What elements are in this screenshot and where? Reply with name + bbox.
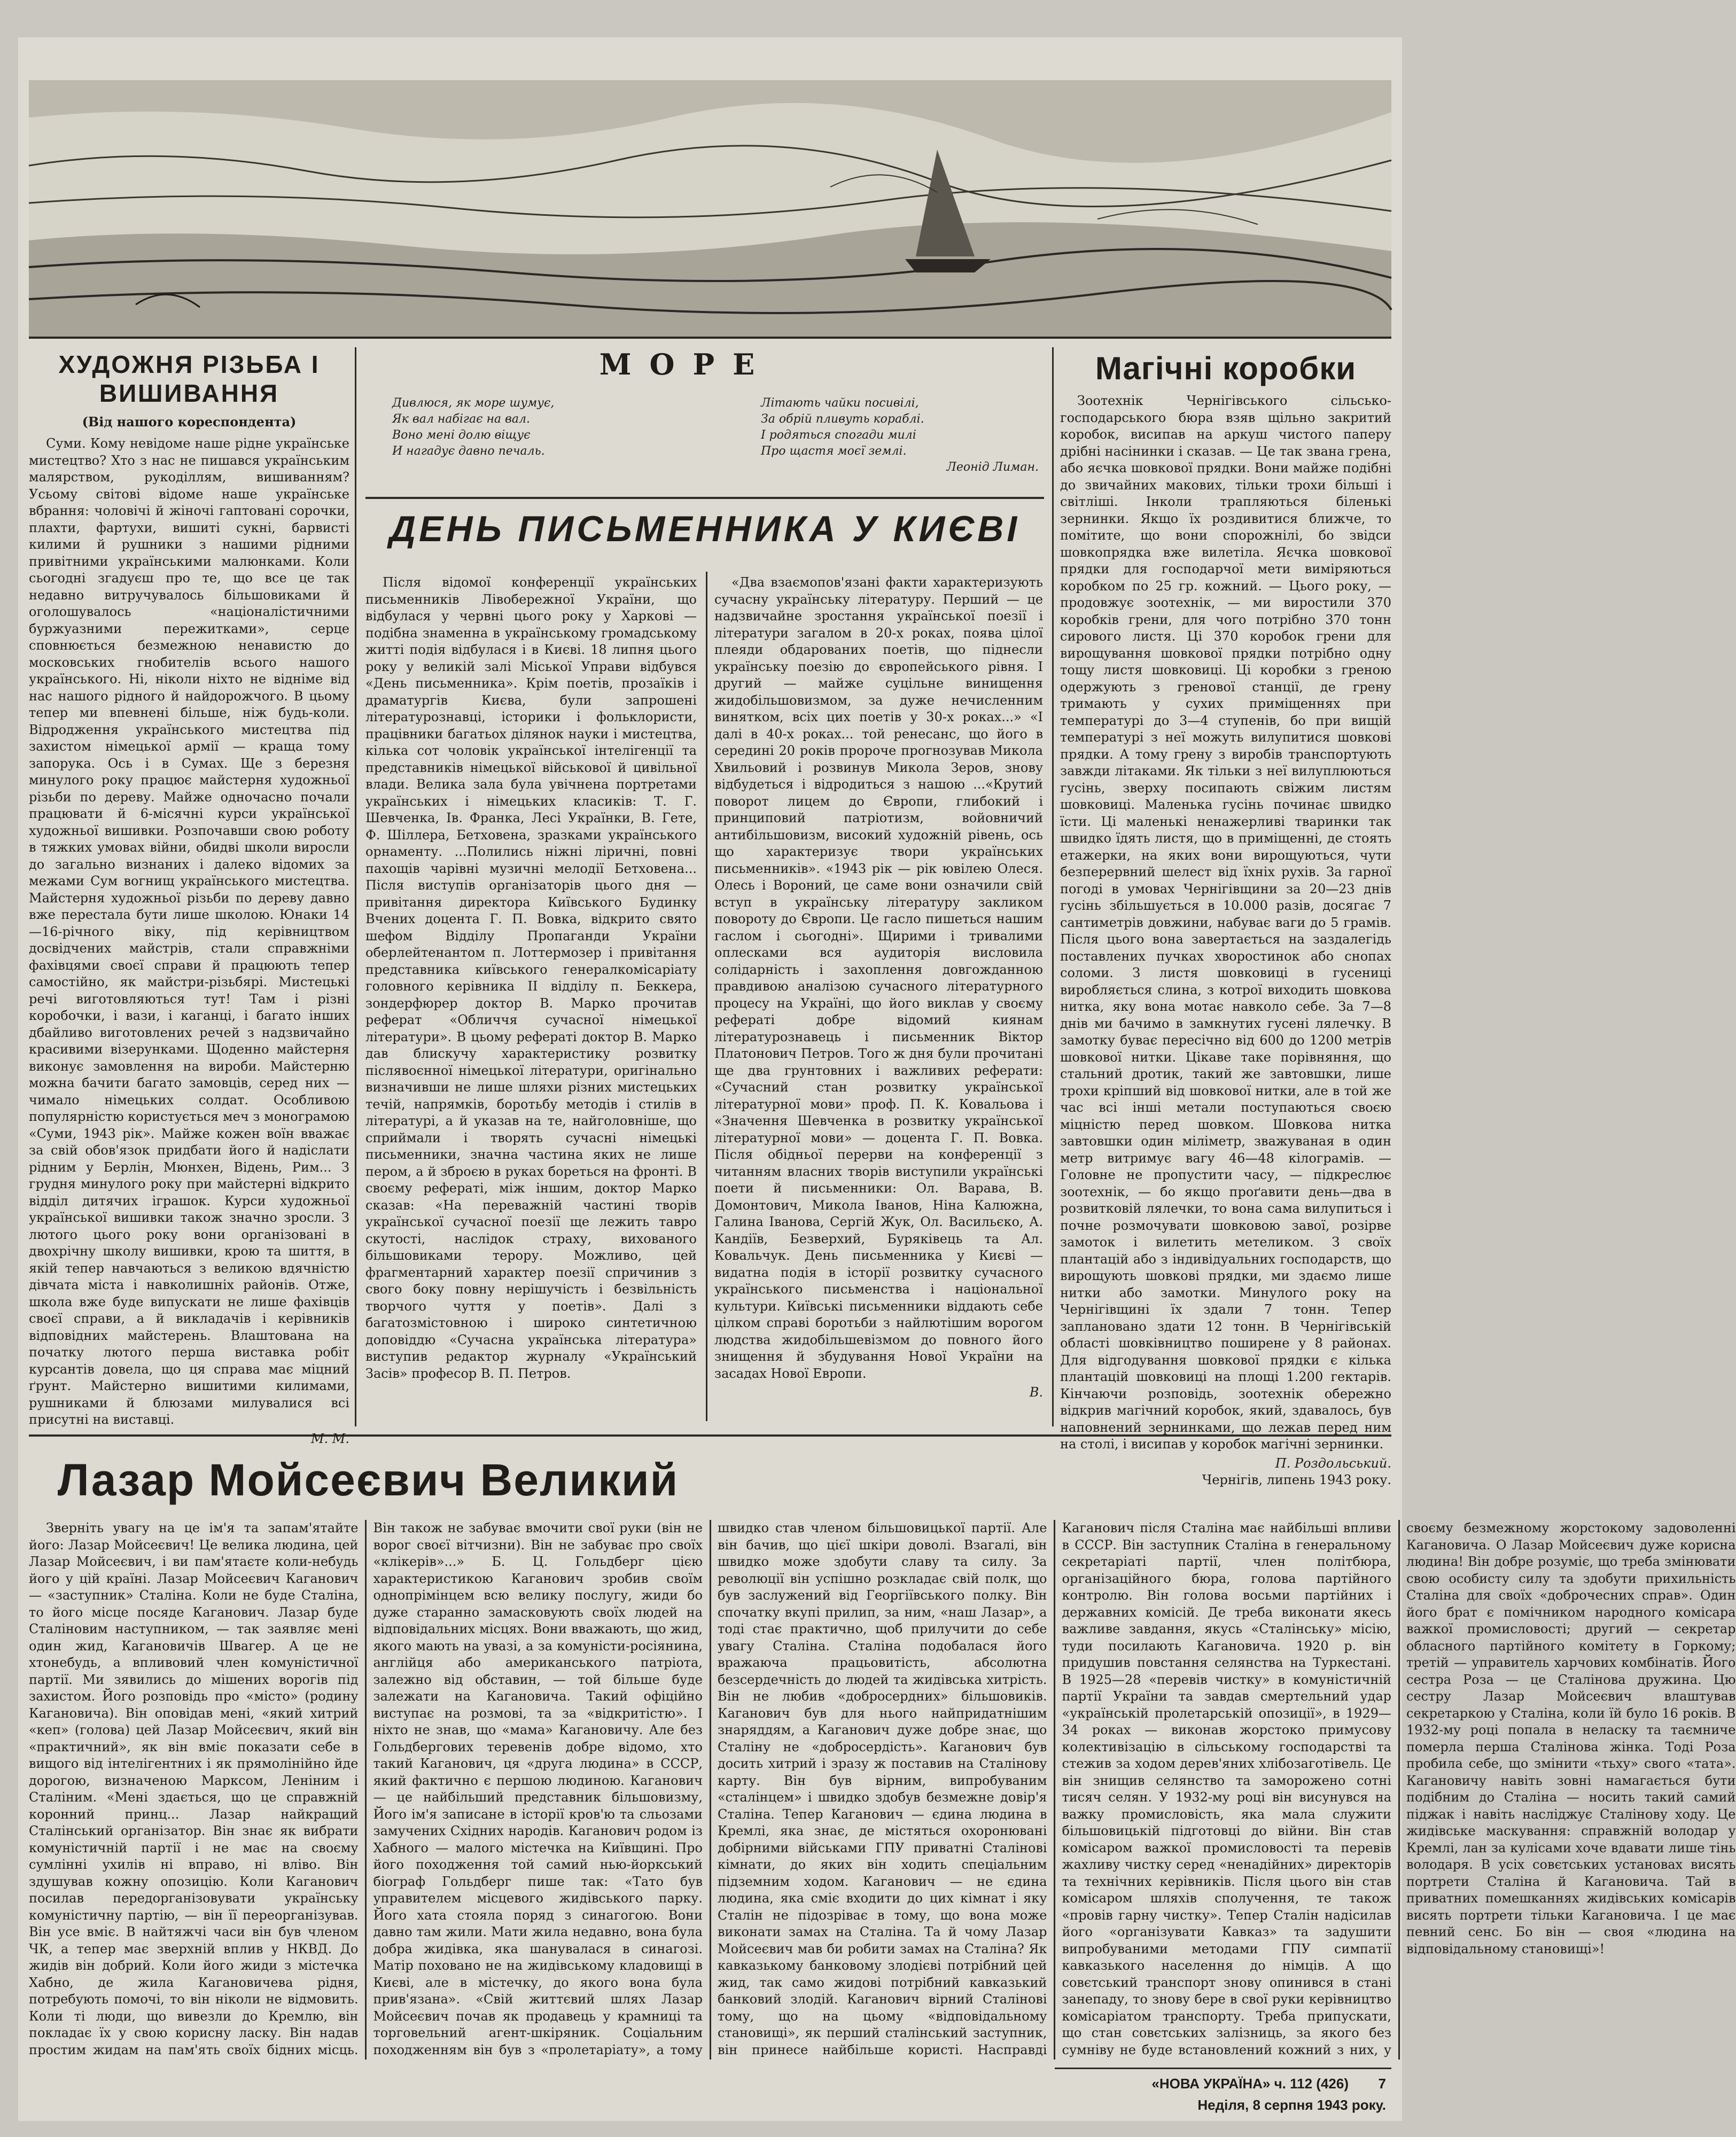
boxes-sign: П. Роздольський. <box>1275 1455 1391 1471</box>
lazar-text: Зверніть увагу на це ім'я та запам'ятайте його: Лазар Мойсеєвич! Це велика людина, цей Лазар Мойсеєвич, і ви пам'ятаєте коли-небудь його у цій країні. Лазар Мойсеєвич Каганович — «заступник» Сталіна. Коли не буде Сталіна, то його місце посяде Каганович. Лазар буде Сталіновим наступником, — так заявляє мені один жид, Кагановичів Швагер. А це не хтонебудь, а впливовий член комуністичної партії. Ми зявились до мішених ворогів під захистом. Його розповідь про «місто» (родину Кагановича). Він оповідав мені, «який хитрий «кеп» (голова) цей Лазар Мойсеєвич, який він «практичний», як він вміє показати себе в вищого від інтелігентних і як прямолінійно йде дорогою, визначеною Марксом, Леніним і Сталіним. «Мені здається, що це справжній коронний принц... Лазар найкращий Сталінський організатор. Він знає як вибрати комуністичній партії і не має на своєму сумлінні ухилів ні вправо, ні вліво. Він здушував кожну опозицію. Коли Каганович посилав передорганізовувати українську комуністичну партію, — він її переорганізував. Він усе вміє. В найтяжчі часи він був членом ЧК, а тепер має зверхній вплив у НКВД. До жидів він добрий. Коли його жиди з містечка Хабно, де жила Кагановичева рідня, потребують помочі, то він ніколи не відмовить. Коли ті люди, що вивезли до Кремлю, він покладає їх у свою корисну ласку. Він надав простим жидам на пам'ять своїх бідних місць. Він також не забуває вмочити свої руки (він не ворог своєї вітчизни). Він не забуває про своїх «клікерів»...» Б. Ц. Гольдберг цією характеристикою Каганович зробив своїм однопрімінцем всю велику послугу, жиди бо дуже старанно замасковують своїх людей на відповідальних місцях. Вони вважають, що жид, якого мають на увазі, а за комуністи-росіянина, англійця або американського патріота, залежно від обставин, — той більше буде залежати на Кагановича. Такий офіційно виступає на розмові, та за «відкритістю». І ніхто не знав, що «мама» Кагановичу. Але без Гольдбергових теревенів добре відомо, хто такий Каганович, ця «друга людина» в СССР, який фактично є першою людиною. Каганович — це найбільший представник більшовизму, Його ім'я записане в історії кров'ю та сльозами замучених Східних народів. Каганович родом із Хабного — малого містечка на Київщині. Про його походження той самий нью-йоркський біограф Гольдберг пише так: «Тато був управителем місцевого жидівського парку. Його хата стояла поряд з синагогою. Вони давно там жили. Мати жила недавно, вона була добра жидівка, яка шанувалася в синагозі. Матір поховано не на жидівському кладовищі в Києві, але в містечку, до якого вона була прив'язана». «Свій життєвий шлях Лазар Мойсеєвич почав як продавець у крамниці та торговельний агент-шкіряник. Соціальним походженням він був з «пролетаріату», а тому швидко став членом більшовицької партії. Але він бачив, що цієї шкіри доволі. Взагалі, він швидко може здобути славу та силу. За революції він успішно розкладає свій полк, що був заслужений від Георгіївського полку. Він спочатку вкупі прилип, за ним, «наш Лазар», а тоді стає практично, щоб прилучити до себе увагу Сталіна. Сталіна подобалася його вражаюча працьовитість, абсолютна безсердечність до людей та жидівська хитрість. Він не любив «добросердних» більшовиків. Каганович був для нього найпридатнішим знаряддям, а Каганович дуже добре знає, що Сталіну не «добросердість». Каганович був досить хитрий і зразу ж поставив на Сталінову карту. Він був вірним, випробуваним «сталінцем» і швидко здобув безмежне довір'я Сталіна. Тепер Каганович — єдина людина в Кремлі, яка знає, де містяться охоронювані добірними військами ГПУ приватні Сталінові кімнати, до яких він ходить спеціальним підземним ходом. Каганович — не єдина людина, яка сміє входити до цих кімнат і яку Сталін не підозріває в тому, що вона може виконати замах на Сталіна. Та й чому Лазар Мойсеєвич мав би робити замах на Сталіна? Як кавказькому банковому злодієві потрібний цей жид, так само жидові потрібний кавказький банковий злодій. Каганович вірний Сталінові тому, що на цьому «відповідальному становищі», як перший сталінський заступник, він принесе найбільше користі. Насправді Каганович після Сталіна має найбільші впливи в СССР. Він заступник Сталіна в генеральному секретаріаті партії, член політбюра, організаційного бюра, голова партійного контролю. Він голова восьми партійних і державних комісій. Де треба виконати якесь важливе завдання, якусь «Сталінську» місію, туди посилають Кагановича. 1920 р. він придушив повстання селянства на Туркестані. В 1925—28 «перевів чистку» в комуністичній партії України та завдав смертельний удар «українській пролетарській опозиції», в 1929—34 роках — виконав жорстоко примусову колективізацію в сільському господарстві та стежив за ходом дерев'яних хлібозаготівель. Це він знищив селянство та заморожено сотні тисяч селян. У 1932-му році він висунувся на важку промисловість, яка мала служити більшовицькій підготовці до війни. Він став комісаром важкої промисловості та перевів жахливу чистку серед «ненадійних» директорів та технічних керівників. Після цього він став комісаром шляхів сполучення, те також «провів гарну чистку». Тепер Сталін надісилав його «організувати Кавказ» та задушити випробуваними методами ГПУ симпатії кавказького населення до німців. А що совєтський транспорт знову опинився в стані занепаду, то знову бере в свої руки керівництво комісаріатом транспорту. Треба припускати, що стан совєтських залізниць, за якого без сумніву не буде встановлений кожний з них, у своєму безмежному жорстокому задоволенні Кагановича. О Лазар Мойсеєвич дуже корисна людина! Він добре розуміє, що треба змінювати свою особисту силу та здобути прихильність Сталіна для своїх «доброчесних справ». Один його брат є помічником народного комісара важкої промисловості; другий — секретар обласного партійного комітету в Горкому; третій — управитель харчових комбінатів. Його сестра Роза — це Сталінова дружина. Цю сестру Лазар Мойсеєвич влаштував секретаркою у Сталіна, коли їй було 16 років. В 1932-му році попала в неласку та таємниче померла перша Сталінова жінка. Тоді Роза пробила себе, що змінити «тьху» свого «тата». Кагановичу навіть зовні намагається бути подібним до Сталіна — носить такий самий піджак і навіть насліджує Сталінову ходу. Це жидівське маскування: справжній володар у Кремлі, лан за кулісами хоче вдавати лише тінь володаря. В усіх совєтських установах висять портрети Сталіна й Кагановича. Тай в приватних помешканнях жидівських комісарів висять портрети тільки Кагановича. І це має певний сенс. Бо він — своя «людина на відповідальному становищі»! <box>29 1520 1736 2057</box>
boxes-title: Магічні коробки <box>1095 350 1357 386</box>
writer-day-title: ДЕНЬ ПИСЬМЕННИКА У КИЄВІ <box>389 509 1021 549</box>
writer-day-sign: В. <box>1029 1385 1043 1400</box>
art-article-body <box>29 435 349 1446</box>
art-article-byline: (Від нашого кореспондента) <box>82 414 297 430</box>
art-article-sign: М. М. <box>310 1431 349 1446</box>
poem-line: Як вал набігає на вал. <box>392 412 530 426</box>
poem-line: Воно мені долю віщує <box>392 428 531 442</box>
column-rule <box>1052 347 1054 1426</box>
poem-author: Леонід Лиман. <box>946 461 1039 474</box>
section-rule <box>365 497 1044 499</box>
boxes-text: Зоотехнік Чернігівського сільсько-господарського бюра взяв щільно закритий коробок, висипав на аркуш чистого паперу дрібні насінинки і сказав. — Це так звана грена, або яєчка шовкової прядки. Вони майже подібні до звичайних макових, тільки трохи більші і світліші. Інколи трапляються біленькі зернинки. Якщо їх роздивитися ближче, то помітите, що вони спорожнілі, бо звідси шовкопрядка вже вилетіла. Яєчка шовкової прядки для господарчої мети виміряються коробком по 25 гр. кожний. — Цього року, — продовжує зоотехнік, — ми виростили 370 коробків грени, для чого потрібно 370 тонн сирового листя. Ці 370 коробок грени для вирощування шовкової прядки потрібно одну тощу листя шовковиці. Ці коробки з греною одержують з гренової станції, де грену тримають у сухих приміщеннях при температурі до 3—4 ступенів, бо при вищій температурі з неї можуть вилупитися шовкові прядки. А тому грену з виробів транспортують завжди літаками. Як тільки з неї вилуплюються гусінь, зверху посипають свіжим листям шовковиці. Маленька гусінь починає швидко їсти. Ці маленькі ненажерливі тваринки так швидко їдять листя, що в приміщенні, де стоять етажерки, на яких вони вирощуються, чути безперервний шелест від їхніх рухів. За гарної погоді в умовах Чернігівщини за 20—23 днів гусінь збільшується в 10.000 разів, досягає 7 сантиметрів довжини, набуває ваги до 5 грамів. Після цього вона завертається на заздалегідь поставлених пучках хворостинок або снопах соломи. З листя шовковиці в гусениці виробляється слина, з котрої виходить шовкова нитка, яку вона мотає навколо себе. За 7—8 днів ми бачимо в замкнутих гусені лялечку. В замотку буває пересічно від 600 до 1200 метрів шовкової нитки. Цікаве таке порівняння, що стальний дротик, такий же завтовшки, лише трохи кріпший від шовкової нитки, але в той же час всі інші метали поступаються своєю міцністю перед шовком. Шовкова нитка завтовшки один міліметр, зважуваная в один метр витримує вагу 46—48 кілограмів. — Головне не пропустити часу, — підкреслює зоотехнік, — бо якщо проґавити день—два в розвитковій лялечки, то вона сама вилупиться і почне розмочувати шовковою завої, розірве замоток і вилетить метеликом. З своїх плантацій або з індивідуальних господарств, що вирощують шовкові прядки, ми здаємо лише нитки або замотки. Минулого року на Чернігівщині їх здали 7 тонн. Тепер заплановано здати 12 тонн. В Чернігівській області шовківництво поширене у 8 районах. Для відгодування шовкової прядки є кілька плантацій шовковиці на площі 1.200 гектарів. Кінчаючи розповідь, зоотехнік обережно відкрив магічний коробок, який, здавалось, був наповнений зернинками, що лежав перед ним на столі, і висипав у коробок магічні зернинки. <box>1060 393 1391 1452</box>
writer-day-text: «Два взаємопов'язані факти характеризують сучасну українську літературу. Перший — це надзвичайне зростання української поезії і літератури загалом в 20-х роках, поява цілої плеяди обдарованих поетів, що піднесли українську поезію до європейського рівня. І другий — майже суцільне винищення жидобільшовизмом, за дуже нечисленним винятком, всіх цих поетів у 30-х роках...» «І далі в 40-х роках... той ренесанс, що його в середині 20 років пророче прогнозував Микола Хвильовий і розвинув Микола Зеров, знову відбудеться і відродиться з нашою ...«Крутий поворот лицем до Європи, глибокий і принциповий патріотизм, войовничий антибільшовизм, високий художній рівень, ось що характеризує твори українських письменників». «1943 рік — рік ювілею Олеся. Олесь і Вороний, це саме вони означили свій вступ в українську літературу закликом повороту до Європи. Це гасло пишеться нашим гаслом і сьогодні». Щирими і тривалими оплесками вся аудиторія висловила солідарність і захоплення довгожданною правдивою аналізою сучасного літературного процесу на Україні, що його виклав у своєму рефераті добре відомий киянам літературознавець і письменник Віктор Платонович Петров. Того ж дня були прочитані ще два грунтовних і важливих реферати: «Сучасний стан розвитку української літературної мови» проф. П. К. Ковальова і «Значення Шевченка в розвитку української літературної мови» — доцента Г. П. Вовка. Після обідньої перерви на конференції з читанням власних творів виступили українські поети й письменники: Ол. Варава, В. Домонтович, Микола Іванов, Ніна Калюжна, Галина Іванова, Сергій Жук, Ол. Васильєко, А. Кандіїв, Безверхий, Буряківець та Ал. Ковальчук. День письменника у Києві — видатна подія в історії розвитку сучасного українського письменства і національної культури. Київські письменники віддають себе цілком справі боротьби з найлютішим ворогом людства жидобільшевізмом до повного його знищення й збудування Нової України на засадах Нової Европи. <box>714 575 1043 1381</box>
poem-line: Дивлюся, як море шумує, <box>392 396 555 410</box>
art-article-title: ХУДОЖНЯ РІЗЬБА І ВИШИВАННЯ <box>58 350 320 407</box>
art-article-text: Суми. Кому невідоме наше рідне українське мистецтво? Хто з нас не пишався українським малярством, рукоділлям, вишиванням? Усьому світові відоме наше українське вбрання: чоловічі й жіночі гаптовані сорочки, плахти, фартухи, вишиті сукні, барвисті килими й рушники з нашими рідними привітними українськими малюнками. Коли сьогодні згадуєш про те, що все це так недавно витручувалось більшовиками й оголошувалось «націоналістичними буржуазними пережитками», серце сповнюється безмежною ненавистю до московських гнобителів всього нашого українського. Ні, ніколи ніхто не відніме від нас нашого рідного й найдорожчого. В цьому тепер ми впевнені більше, ніж будь-коли. Відродження українського мистецтва під захистом німецької армії — краща тому запорука. Ось і в Сумах. Ще з березня минулого року працює майстерня художньої різьби по дереву. Майже одночасно почали працювати й 6-місячні курси української художньої вишивки. Розпочавши свою роботу в тяжких умовах війни, обидві школи виросли до загально визнаних і далеко відомих за межами Сум вогнищ українського мистецтва. Майстерня художньої різьби по дереву давно вже перестала бути лише школою. Юнаки 14—16-річного віку, під керівництвом досвідчених майстрів, стали справжніми фахівцями своєї справи й працюють тепер самостійно, як майстри-різьбярі. Мистецькі речі виготовляються тут! Там і різні коробочки, і вази, і каганці, і багато інших дбайливо виготовлених речей з надзвичайно красивими візерунками. Щоденно майстерня виконує замовлення на вироби. Майстерню можна бачити багато замовців, серед них — чимало німецьких солдат. Особливою популярністю користується меч з монограмою «Суми, 1943 рік». Майже кожен воїн вважає за свій обов'язок придбати його й надіслати рідним у Берлін, Мюнхен, Відень, Рим... З грудня минулого року при майстерні відкрито відділ дитячих іграшок. Курси художньої української вишивки також значно зросли. З лютого цього року вони організовані в двохрічну школу вишивки, крою та шиття, в якій тепер навчаються з великою вдячністю дівчата міста і навколишніх районів. Отже, школа вже буде випускати не лише фахівців своєї справи, а й викладачів і керівників відповідних майстерень. Влаштована на початку лютого перша виставка робіт курсантів довела, що ця справа має міцний ґрунт. Майстерно вишитими килимами, рушниками й блюзами милувалися всі присутні на виставці. <box>29 436 349 1427</box>
footer-paper: «НОВА УКРАЇНА» ч. 112 (426) <box>1151 2076 1349 2092</box>
poem-line: И нагадує давно печаль. <box>392 444 545 458</box>
footer-date: Неділя, 8 серпня 1943 року. <box>1197 2097 1386 2113</box>
poem-right <box>761 395 1039 475</box>
poem-title: МОРЕ <box>599 347 773 381</box>
boxes-body <box>1060 393 1391 1487</box>
newspaper-page <box>18 37 1736 2121</box>
poem-line: Про щастя моєї землі. <box>761 444 907 458</box>
writer-day-text: Після відомої конференції українських письменників Лівобережної України, що відбулася у червні цього року у Харкові — подібна знаменна в українському громадському житті подія відбулася і в Києві. 18 липня цього року у великій залі Міської Управи відбувся «День письменника». Крім поетів, прозаїків і драматургів Києва, були запрошені літературознавці, історики і фольклористи, працівники багатьох ділянок науки і мистецтва, кілька сот чоловік української інтелігенції та представників німецької військової й цивільної влади. Велика зала була увічнена портретами українських і німецьких класиків: Т. Г. Шевченка, Ів. Франка, Лесі Українки, В. Гете, Ф. Шіллера, Бетховена, зразками українського орнаменту. ...Полились ніжні ліричні, повні пахощів чарівні музичні мелодії Бетховена... Після виступів організаторів цього дня — привітання директора Київського Будинку Вчених доцента Г. П. Вовка, відкрито свято шефом Відділу Пропаганди України оберлейтенантом п. Лоттермозер і привітання представника київського генералкомісаріату головного керівника II відділу п. Беккера, зондерфюрер доктор В. Марко прочитав реферат «Обличчя сучасної німецької літератури». В цьому рефераті доктор В. Марко дав блискучу характеристику розвитку післявоєнної німецької літератури, оригінально визначивши не лише шляхи різних мистецьких течій, напрямків, боротьбу методів і стилів в літературі, а й указав на те, найголовніше, що сприймали і творять сучасні німецькі письменники, значна частина яких не лише пером, а й зброєю в руках бореться на фронті. В своєму рефераті, між іншим, доктор Марко сказав: «На переважній частині творів української сучасної поезії ще лежить тавро скутості, наслідок страху, вихованого більшовиками терору. Можливо, цей фрагментарний характер поезії спричинив з свого боку повну нерішучість і безвільність творчого чуття у поетів». Далі з багатозмістовною і широко синтетичною доповіддю «Сучасна українська література» виступив редактор журналу «Український Засів» професор В. П. Петров. <box>365 575 697 1381</box>
poem-line: За обрій пливуть кораблі. <box>761 412 924 426</box>
sea-illustration <box>29 80 1391 339</box>
writer-day-col1 <box>365 574 697 1418</box>
poem-line: Літають чайки посивілі, <box>761 396 919 410</box>
writer-day-col2 <box>714 574 1043 1418</box>
poem-line: І родяться спогади милі <box>761 428 916 442</box>
boxes-dateline: Чернігів, липень 1943 року. <box>1202 1472 1391 1487</box>
column-rule <box>355 347 356 1426</box>
column-rule <box>706 572 707 1421</box>
lazar-body <box>29 1520 1736 2060</box>
lazar-title: Лазар Мойсеєвич Великий <box>57 1455 679 1505</box>
poem-left <box>392 395 691 459</box>
footer-rule <box>1055 2068 1391 2069</box>
footer-page-number: 7 <box>1378 2076 1386 2092</box>
